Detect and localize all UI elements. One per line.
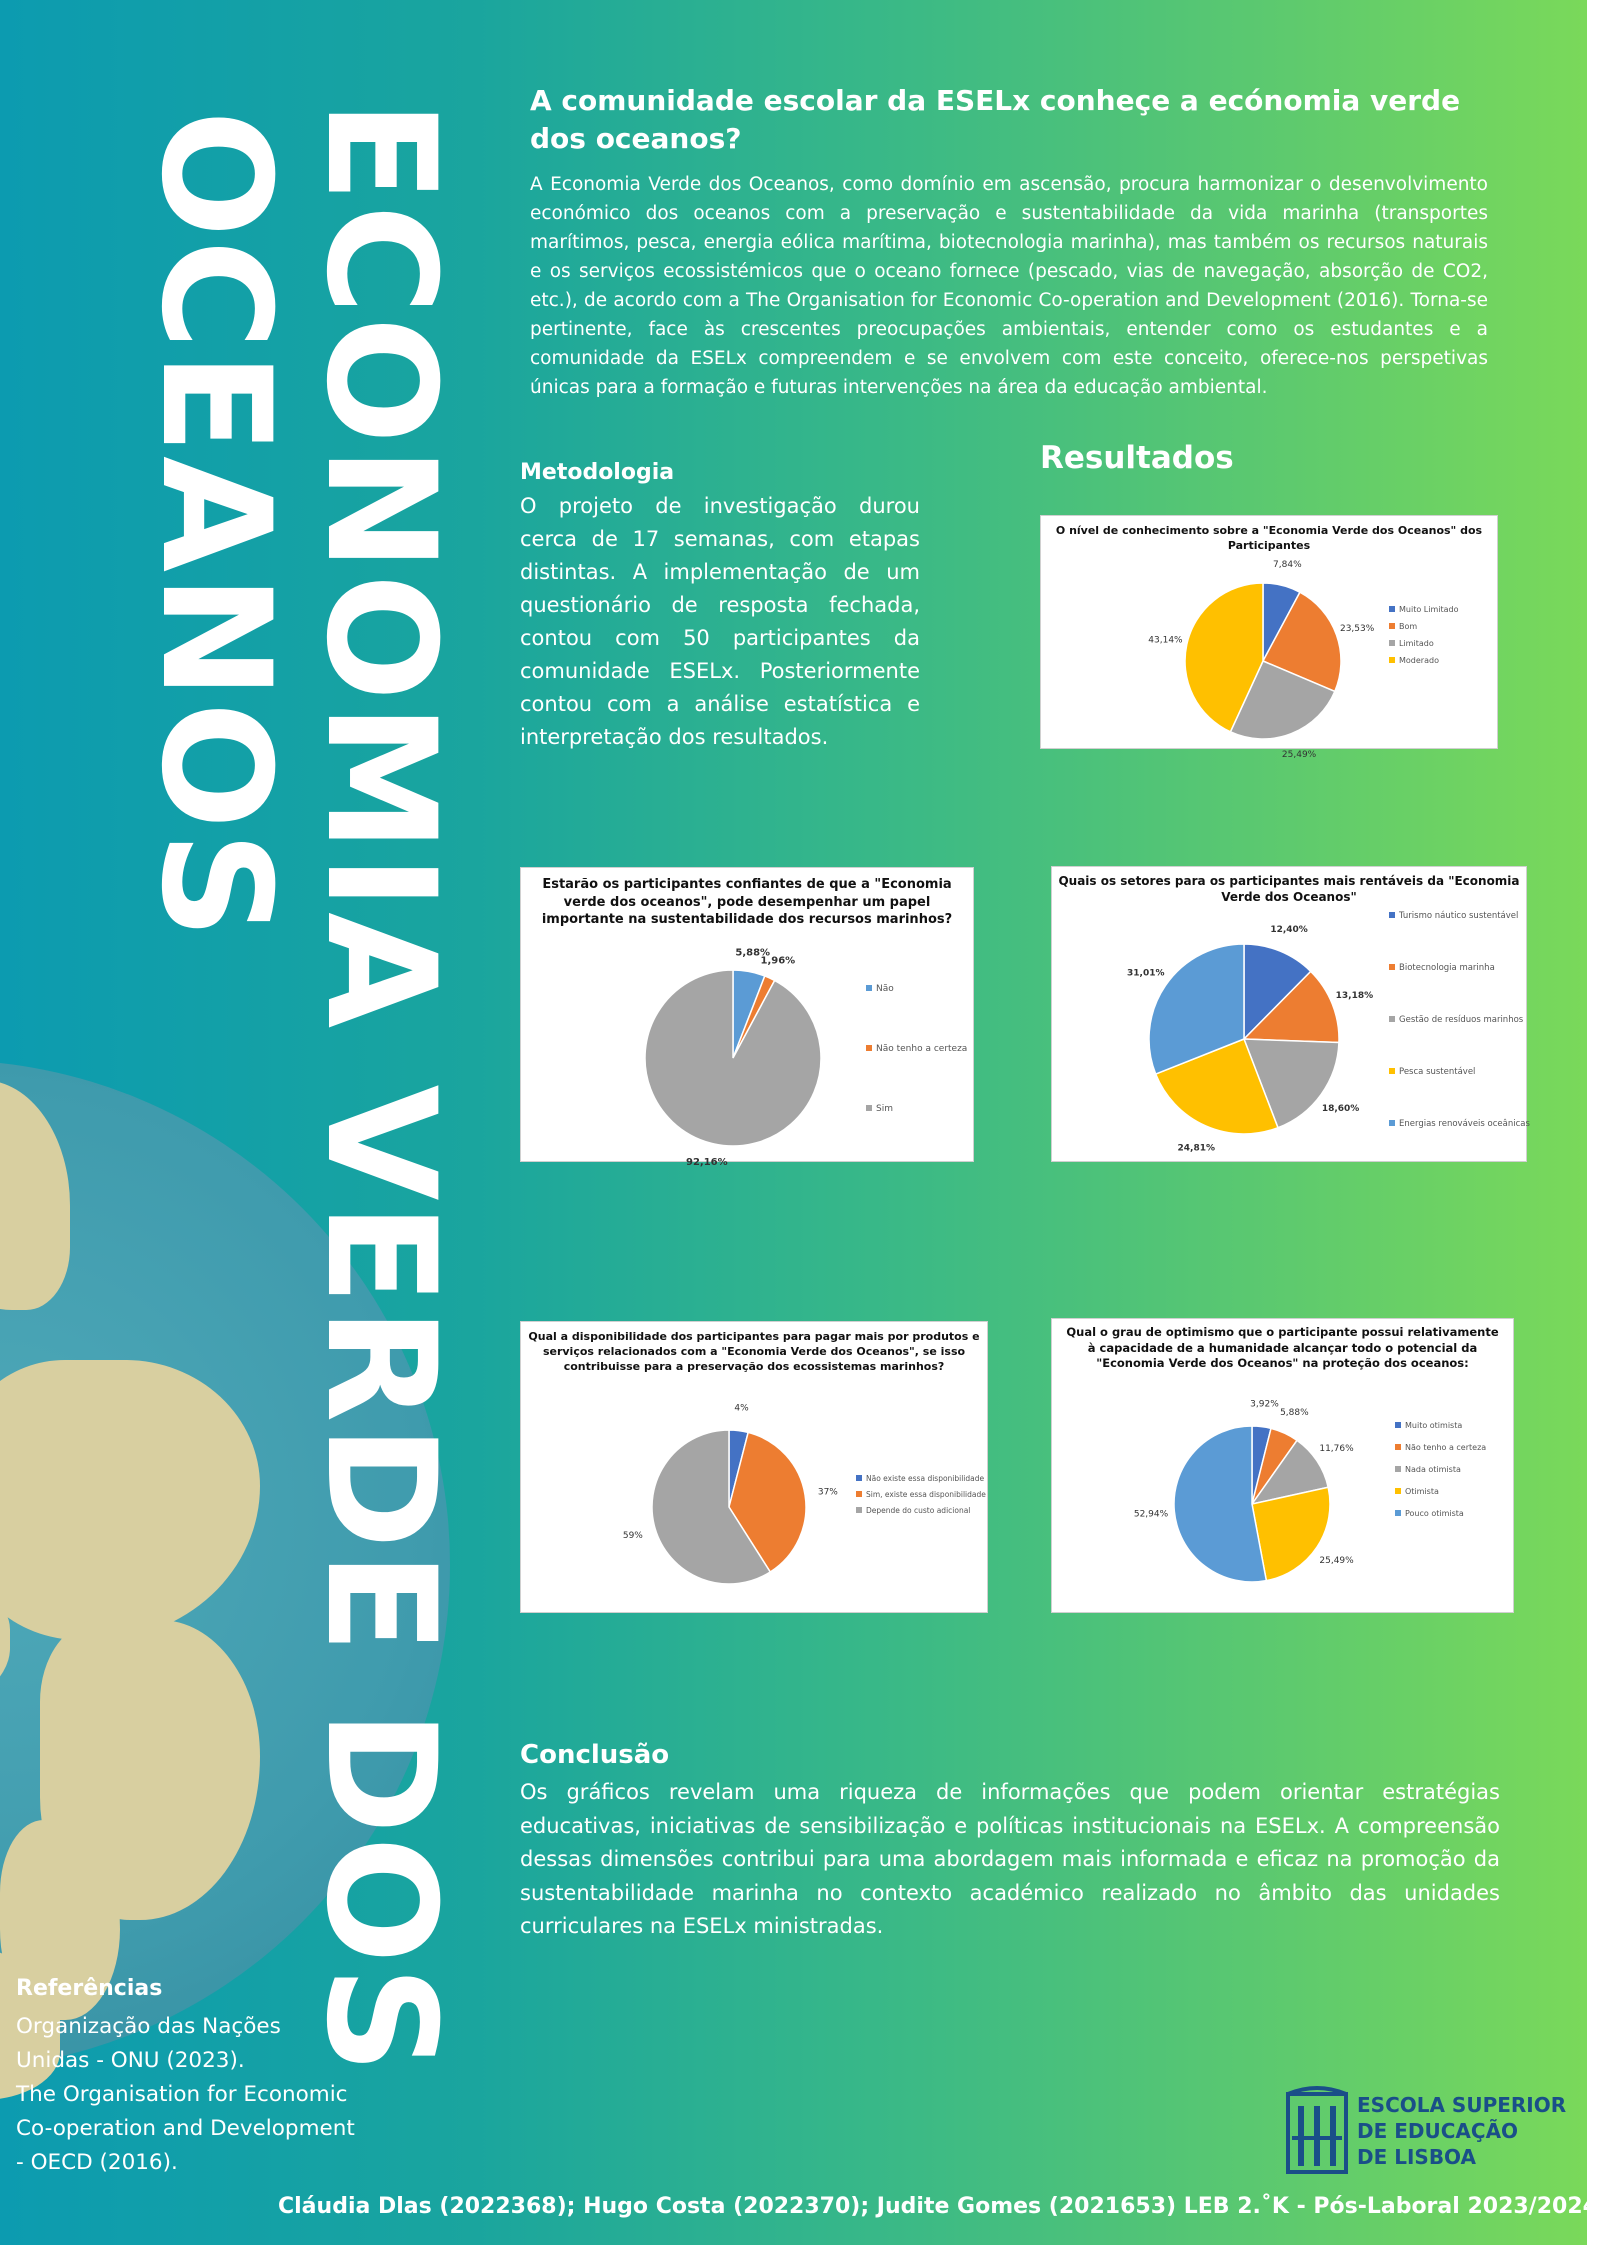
intro-paragraph: A Economia Verde dos Oceanos, como domínio em ascensão, procura harmonizar o desenvolvimento económico dos oceanos com a preservação e sustentabilidade da vida marinha (transportes marítimos, pesca, energia eólica marítima, biotecnologia marinha), mas também os recursos naturais e os serviços ecossistémicos que o oceano fornece (pescado, vias de navegação, absorção de CO2, etc.), de acordo com a The Organisation for Economic Co-operation and Development (2016). Torna-se pertinente, face às crescentes preocupações ambientais, entender como os estudantes e a comunidade da ESELx compreendem e se envolvem com este conceito, oferece-nos perspetivas únicas para a formação e futuras intervenções na área da educação ambiental. bbox=[530, 174, 1488, 398]
chart-willingness-pay bbox=[520, 1321, 988, 1613]
chart-title-line: contribuisse para a preservação dos ecossistemas marinhos? bbox=[563, 1359, 945, 1373]
chart-optimism bbox=[1051, 1318, 1514, 1613]
pie-data-label: 43,14% bbox=[1148, 635, 1183, 646]
authors: Cláudia Dlas (2022368); Hugo Costa (2022370); Judite Gomes (2021653) LEB 2.˚K - Pós-Laboral 2023/2024 bbox=[278, 2194, 1598, 2219]
methodology-title: Metodologia bbox=[520, 460, 675, 485]
chart-title-line: Participantes bbox=[1227, 538, 1311, 552]
legend-label: Pouco otimista bbox=[1405, 1509, 1464, 1518]
legend-swatch bbox=[856, 1475, 862, 1481]
conclusion-title: Conclusão bbox=[520, 1740, 670, 1770]
chart-title bbox=[521, 1330, 987, 1375]
legend-label: Turismo náutico sustentável bbox=[1399, 911, 1519, 921]
legend-label: Não tenho a certeza bbox=[1405, 1443, 1487, 1452]
legend-label: Moderado bbox=[1399, 656, 1439, 665]
chart-confidence bbox=[520, 867, 974, 1169]
legend-label: Pesca sustentável bbox=[1399, 1067, 1476, 1077]
eselx-logo bbox=[1284, 2086, 1567, 2176]
chart-title-line: Qual o grau de optimismo que o participante possui relativamente bbox=[1066, 1325, 1499, 1339]
reference-item: The Organisation for Economic Co-operation and Development - OECD (2016). bbox=[16, 2082, 355, 2175]
pie-data-label: 18,60% bbox=[1321, 1104, 1360, 1115]
pie-data-label: 11,76% bbox=[1319, 1443, 1354, 1454]
vertical-title-line2: OCEANOS bbox=[128, 110, 302, 942]
pie-data-label: 37% bbox=[817, 1487, 838, 1498]
pie-svg bbox=[1052, 867, 1530, 1161]
legend-swatch bbox=[1389, 1068, 1395, 1074]
chart-title-line: Qual a disponibilidade dos participantes para pagar mais por produtos e bbox=[528, 1330, 980, 1343]
pie-slice-4 bbox=[1174, 1426, 1266, 1582]
pie-data-label: 5,88% bbox=[1280, 1407, 1309, 1418]
pie-data-label: 12,40% bbox=[1270, 925, 1308, 936]
pie-data-label: 1,96% bbox=[760, 955, 796, 967]
legend-swatch bbox=[856, 1507, 862, 1513]
legend-swatch bbox=[1389, 1016, 1395, 1022]
legend-swatch bbox=[1395, 1422, 1401, 1428]
legend-label: Muito Limitado bbox=[1399, 605, 1459, 614]
chart-sectors bbox=[1051, 866, 1530, 1162]
chart-title-line: O nível de conhecimento sobre a "Economia Verde dos Oceanos" dos bbox=[1055, 524, 1483, 537]
logo-line: ESCOLA SUPERIOR bbox=[1357, 2093, 1567, 2117]
legend-label: Energias renováveis oceânicas bbox=[1399, 1119, 1530, 1129]
logo-line: DE LISBOA bbox=[1357, 2145, 1477, 2169]
pie-data-label: 92,16% bbox=[685, 1157, 728, 1169]
pie-data-label: 31,01% bbox=[1127, 968, 1165, 979]
legend-label: Não existe essa disponibilidade bbox=[866, 1474, 985, 1483]
conclusion-body: Os gráficos revelam uma riqueza de informações que podem orientar estratégias educativas, iniciativas de sensibilização e políticas institucionais na ESELx. A compreensão dessas dimensões contribui para uma abordagem mais informada e eficaz na promoção da sustentabilidade marinha no contexto académico realizado no âmbito das unidades curriculares na ESELx ministradas. bbox=[520, 1780, 1500, 1938]
legend-swatch bbox=[866, 985, 872, 991]
reference-item: Organização das Nações Unidas - ONU (2023). bbox=[16, 2014, 281, 2073]
legend-label: Sim bbox=[876, 1104, 893, 1114]
vertical-title-line1: ECONOMIA VERDE DOS bbox=[293, 100, 467, 2076]
legend-swatch bbox=[1389, 623, 1395, 629]
pie-data-label: 4% bbox=[734, 1403, 749, 1414]
legend-swatch bbox=[1389, 912, 1395, 918]
pie-data-label: 52,94% bbox=[1133, 1509, 1169, 1520]
legend-swatch bbox=[866, 1045, 872, 1051]
legend-label: Muito otimista bbox=[1405, 1421, 1463, 1430]
pie-data-label: 25,49% bbox=[1319, 1555, 1354, 1566]
results-title: Resultados bbox=[1040, 440, 1234, 476]
legend-label: Nada otimista bbox=[1405, 1465, 1461, 1474]
logo-line: DE EDUCAÇÃO bbox=[1357, 2119, 1519, 2143]
chart-knowledge-level bbox=[1040, 515, 1498, 761]
legend-swatch bbox=[1395, 1488, 1401, 1494]
pie-data-label: 24,81% bbox=[1177, 1143, 1216, 1154]
legend-swatch bbox=[1395, 1510, 1401, 1516]
pie-data-label: 23,53% bbox=[1339, 623, 1375, 634]
pie-data-label: 3,92% bbox=[1250, 1399, 1279, 1410]
legend-swatch bbox=[1395, 1466, 1401, 1472]
question-title: A comunidade escolar da ESELx conheçe a ecónomia verde dos oceanos? bbox=[530, 84, 1461, 155]
chart-title-line: importante na sustentabilidade dos recursos marinhos? bbox=[541, 912, 953, 928]
chart-title bbox=[1052, 1325, 1513, 1372]
methodology-body: O projeto de investigação durou cerca de 17 semanas, com etapas distintas. A implementação de um questionário de resposta fechada, contou com 50 participantes da comunidade ESELx. Posteriormente contou com a análise estatística e interpretação dos resultados. bbox=[520, 494, 920, 749]
pie-slice-2 bbox=[645, 970, 821, 1146]
chart-title bbox=[1052, 873, 1526, 905]
legend-swatch bbox=[1395, 1444, 1401, 1450]
legend-label: Limitado bbox=[1399, 639, 1434, 648]
legend-swatch bbox=[866, 1105, 872, 1111]
chart-title-line: serviços relacionados com a "Economia Verde dos Oceanos", se isso bbox=[542, 1344, 966, 1358]
chart-title bbox=[1041, 524, 1497, 554]
chart-title-line: Verde dos Oceanos" bbox=[1221, 890, 1357, 905]
legend-label: Não bbox=[876, 984, 894, 994]
pie-data-label: 25,49% bbox=[1281, 750, 1317, 761]
legend-swatch bbox=[1389, 640, 1395, 646]
chart-title-line: verde dos oceanos", pode desempenhar um papel bbox=[563, 894, 931, 910]
pie-data-label: 7,84% bbox=[1273, 560, 1302, 571]
pie-data-label: 5,88% bbox=[735, 947, 771, 959]
legend-swatch bbox=[1389, 606, 1395, 612]
chart-title-line: Estarão os participantes confiantes de que a "Economia bbox=[542, 877, 952, 892]
legend-label: Sim, existe essa disponibilidade bbox=[866, 1490, 986, 1499]
chart-title-line: Quais os setores para os participantes mais rentáveis da "Economia bbox=[1058, 874, 1520, 888]
legend-label: Otimista bbox=[1405, 1487, 1439, 1496]
chart-title bbox=[521, 876, 973, 929]
chart-title-line: "Economia Verde dos Oceanos" na proteção dos oceanos: bbox=[1096, 1356, 1469, 1371]
references-title: Referências bbox=[16, 1976, 163, 2001]
chart-title-line: à capacidade de a humanidade alcançar todo o potencial da bbox=[1087, 1340, 1478, 1355]
legend-label: Não tenho a certeza bbox=[876, 1044, 968, 1054]
legend-label: Bom bbox=[1399, 622, 1418, 631]
pie-data-label: 59% bbox=[622, 1530, 643, 1541]
pie-data-label: 13,18% bbox=[1335, 991, 1374, 1002]
legend-swatch bbox=[1389, 1120, 1395, 1126]
building-icon bbox=[1284, 2086, 1350, 2176]
references-list bbox=[16, 2010, 376, 2180]
legend-label: Biotecnologia marinha bbox=[1399, 963, 1495, 973]
legend-swatch bbox=[1389, 964, 1395, 970]
legend-swatch bbox=[856, 1491, 862, 1497]
legend-label: Depende do custo adicional bbox=[866, 1506, 971, 1515]
legend-label: Gestão de resíduos marinhos bbox=[1399, 1015, 1524, 1025]
legend-swatch bbox=[1389, 657, 1395, 663]
